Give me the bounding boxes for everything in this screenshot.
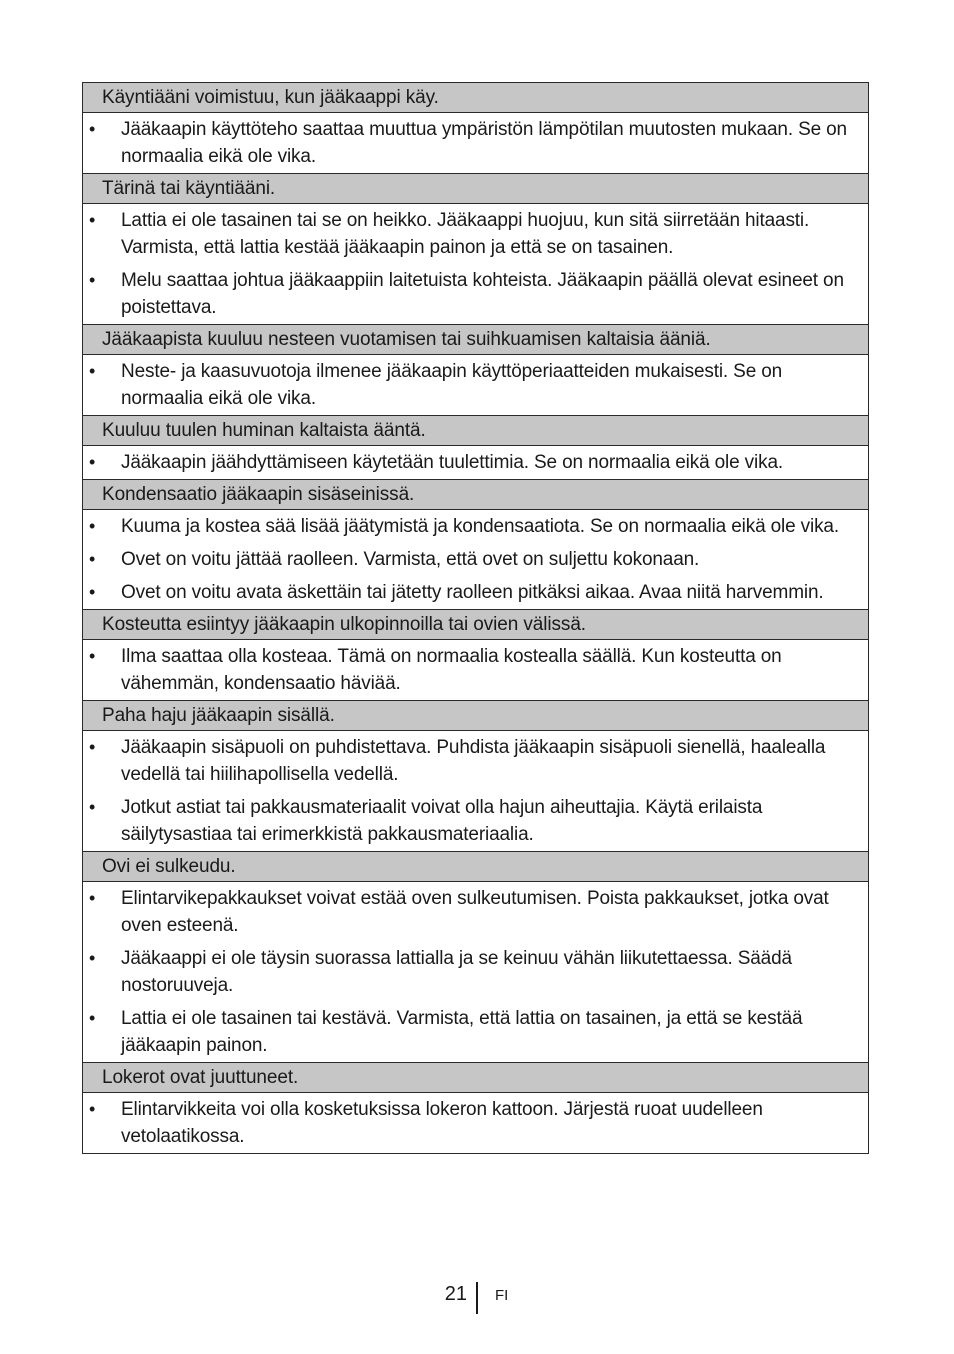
list-item-text: Lattia ei ole tasainen tai kestävä. Varmista, että lattia on tasainen, ja että se kestää jääkaapin painon. — [121, 1008, 803, 1056]
troubleshooting-section — [83, 325, 868, 416]
list-item — [83, 1005, 868, 1059]
list-item-text: Ilma saattaa olla kosteaa. Tämä on normaalia kostealla säällä. Kun kosteutta on vähemmän, kondensaatio häviää. — [121, 646, 782, 694]
page-number: 21 — [444, 1283, 467, 1305]
list-item-text: Ovet on voitu avata äskettäin tai jätetty raolleen pitkäksi aikaa. Avaa niitä harvemmin. — [121, 582, 824, 603]
list-item-text: Kuuma ja kostea sää lisää jäätymistä ja kondensaatiota. Se on normaalia eikä ole vika. — [121, 516, 839, 537]
section-heading: Tärinä tai käyntiääni. — [83, 174, 868, 204]
list-item-text: Elintarvikkeita voi olla kosketuksissa lokeron kattoon. Järjestä ruoat uudelleen vetolaatikossa. — [121, 1099, 763, 1147]
list-item — [83, 885, 868, 939]
bullet-icon: • — [89, 119, 96, 139]
list-item — [83, 643, 868, 697]
list-item-text: Jääkaapin sisäpuoli on puhdistettava. Puhdista jääkaapin sisäpuoli sienellä, haalealla vedellä tai hiilihapollisella vedellä. — [121, 737, 826, 785]
section-body — [83, 640, 868, 701]
footer-divider — [476, 1282, 478, 1314]
bullet-icon: • — [89, 1099, 96, 1119]
section-body — [83, 731, 868, 852]
bullet-icon: • — [89, 1008, 96, 1028]
list-item-text: Neste- ja kaasuvuotoja ilmenee jääkaapin käyttöperiaatteiden mukaisesti. Se on normaalia eikä ole vika. — [121, 361, 783, 409]
list-item — [83, 207, 868, 261]
troubleshooting-section — [83, 1063, 868, 1153]
list-item-text: Jääkaapin käyttöteho saattaa muuttua ympäristön lämpötilan muutosten mukaan. Se on normaalia eikä ole vika. — [121, 119, 847, 167]
list-item — [83, 546, 868, 573]
list-item — [83, 1096, 868, 1150]
bullet-icon: • — [89, 361, 96, 381]
list-item — [83, 449, 868, 476]
list-item — [83, 579, 868, 606]
section-heading: Paha haju jääkaapin sisällä. — [83, 701, 868, 731]
list-item-text: Melu saattaa johtua jääkaappiin laitetuista kohteista. Jääkaapin päällä olevat esineet on poistettava. — [121, 270, 844, 318]
bullet-icon: • — [89, 452, 96, 472]
troubleshooting-section — [83, 701, 868, 852]
section-body — [83, 113, 868, 174]
list-item — [83, 734, 868, 788]
bullet-icon: • — [89, 646, 96, 666]
bullet-icon: • — [89, 737, 96, 757]
bullet-icon: • — [89, 948, 96, 968]
bullet-icon: • — [89, 797, 96, 817]
troubleshooting-section — [83, 174, 868, 325]
list-item — [83, 945, 868, 999]
list-item — [83, 358, 868, 412]
troubleshooting-section — [83, 610, 868, 701]
section-body — [83, 446, 868, 480]
list-item — [83, 116, 868, 170]
troubleshooting-section — [83, 480, 868, 610]
section-body — [83, 882, 868, 1063]
list-item-text: Jotkut astiat tai pakkausmateriaalit voivat olla hajun aiheuttajia. Käytä erilaista säilytysastiaa tai erimerkkistä pakkausmateriaalia. — [121, 797, 763, 845]
troubleshooting-section — [83, 852, 868, 1063]
section-body — [83, 204, 868, 325]
bullet-icon: • — [89, 210, 96, 230]
section-heading: Kondensaatio jääkaapin sisäseinissä. — [83, 480, 868, 510]
section-heading: Ovi ei sulkeudu. — [83, 852, 868, 882]
list-item-text: Elintarvikepakkaukset voivat estää oven sulkeutumisen. Poista pakkaukset, jotka ovat oven esteenä. — [121, 888, 829, 936]
bullet-icon: • — [89, 549, 96, 569]
section-heading: Jääkaapista kuuluu nesteen vuotamisen tai suihkuamisen kaltaisia ääniä. — [83, 325, 868, 355]
list-item-text: Jääkaappi ei ole täysin suorassa lattialla ja se keinuu vähän liikutettaessa. Säädä nostoruuveja. — [121, 948, 792, 996]
bullet-icon: • — [89, 516, 96, 536]
section-body — [83, 355, 868, 416]
page-footer — [0, 1282, 954, 1314]
list-item-text: Ovet on voitu jättää raolleen. Varmista, että ovet on suljettu kokonaan. — [121, 549, 700, 570]
section-heading: Käyntiääni voimistuu, kun jääkaappi käy. — [83, 83, 868, 113]
bullet-icon: • — [89, 888, 96, 908]
section-heading: Lokerot ovat juuttuneet. — [83, 1063, 868, 1093]
section-body — [83, 1093, 868, 1153]
list-item-text: Lattia ei ole tasainen tai se on heikko. Jääkaappi huojuu, kun sitä siirretään hitaasti. Varmista, että lattia kestää jääkaapin painon ja että se on tasainen. — [121, 210, 810, 258]
language-code: FI — [495, 1287, 509, 1304]
troubleshooting-section — [83, 416, 868, 480]
troubleshooting-section — [83, 83, 868, 174]
troubleshooting-table — [82, 82, 869, 1154]
section-heading: Kuuluu tuulen huminan kaltaista ääntä. — [83, 416, 868, 446]
list-item-text: Jääkaapin jäähdyttämiseen käytetään tuulettimia. Se on normaalia eikä ole vika. — [121, 452, 783, 473]
section-body — [83, 510, 868, 610]
section-heading: Kosteutta esiintyy jääkaapin ulkopinnoilla tai ovien välissä. — [83, 610, 868, 640]
bullet-icon: • — [89, 270, 96, 290]
list-item — [83, 513, 868, 540]
list-item — [83, 794, 868, 848]
bullet-icon: • — [89, 582, 96, 602]
list-item — [83, 267, 868, 321]
